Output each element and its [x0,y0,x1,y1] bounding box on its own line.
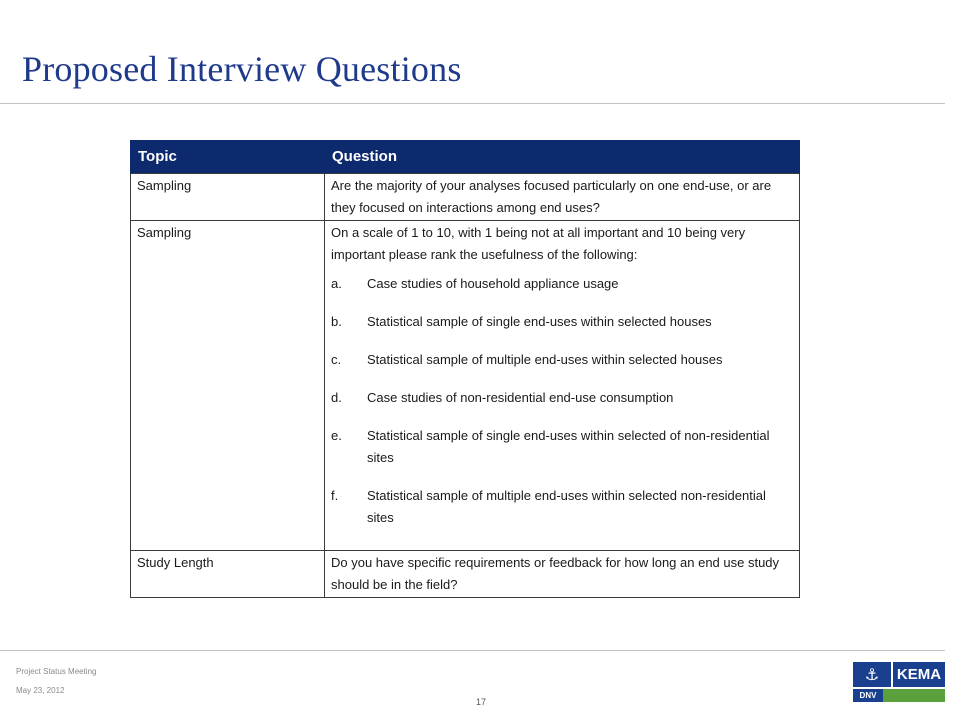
list-marker: d. [331,390,342,405]
list-marker: f. [331,488,339,503]
list-item-text: Case studies of household appliance usage [367,276,619,291]
list-item [331,387,793,409]
row-question: Do you have specific requirements or feedback for how long an end use study should be in the field? [325,551,800,598]
footer-date: May 23, 2012 [16,686,65,695]
list-item-text: Statistical sample of multiple end-uses within selected non-residential sites [367,488,766,525]
logo-brand: KEMA [893,662,945,687]
header-question: Question [325,140,800,174]
slide-title: Proposed Interview Questions [22,49,462,89]
table-row [131,174,800,221]
list-marker: b. [331,314,342,329]
row-question: Are the majority of your analyses focused particularly on one end-use, or are they focused on interactions among end uses? [325,174,800,221]
title-divider [0,103,945,104]
list-item-text: Statistical sample of single end-uses within selected houses [367,314,712,329]
row-topic: Sampling [131,221,325,551]
anchor-emblem-icon: ⚓ [853,662,891,687]
list-marker: e. [331,428,342,443]
interview-questions-table [130,140,800,598]
row-question-cell [325,221,800,551]
ranking-options-list [331,273,793,529]
table-header-row [131,140,800,174]
table-row [131,221,800,551]
footer-meeting: Project Status Meeting [16,667,97,676]
row-topic: Study Length [131,551,325,598]
list-marker: a. [331,276,342,291]
list-item [331,425,793,469]
list-item [331,485,793,529]
table-row [131,551,800,598]
list-item [331,311,793,333]
footer-info [16,662,96,700]
list-item [331,273,793,295]
list-item-text: Statistical sample of single end-uses within selected of non-residential sites [367,428,770,465]
row-topic: Sampling [131,174,325,221]
list-marker: c. [331,352,342,367]
list-item-text: Case studies of non-residential end-use consumption [367,390,674,405]
kema-dnv-logo [853,662,945,702]
header-topic: Topic [131,140,325,174]
row-question: On a scale of 1 to 10, with 1 being not at all important and 10 being very important please rank the usefulness of the following: [331,225,746,262]
logo-sub: DNV [853,689,883,702]
list-item [331,349,793,371]
footer-divider [0,650,945,651]
list-item-text: Statistical sample of multiple end-uses within selected houses [367,352,723,367]
page-number: 17 [476,697,487,707]
